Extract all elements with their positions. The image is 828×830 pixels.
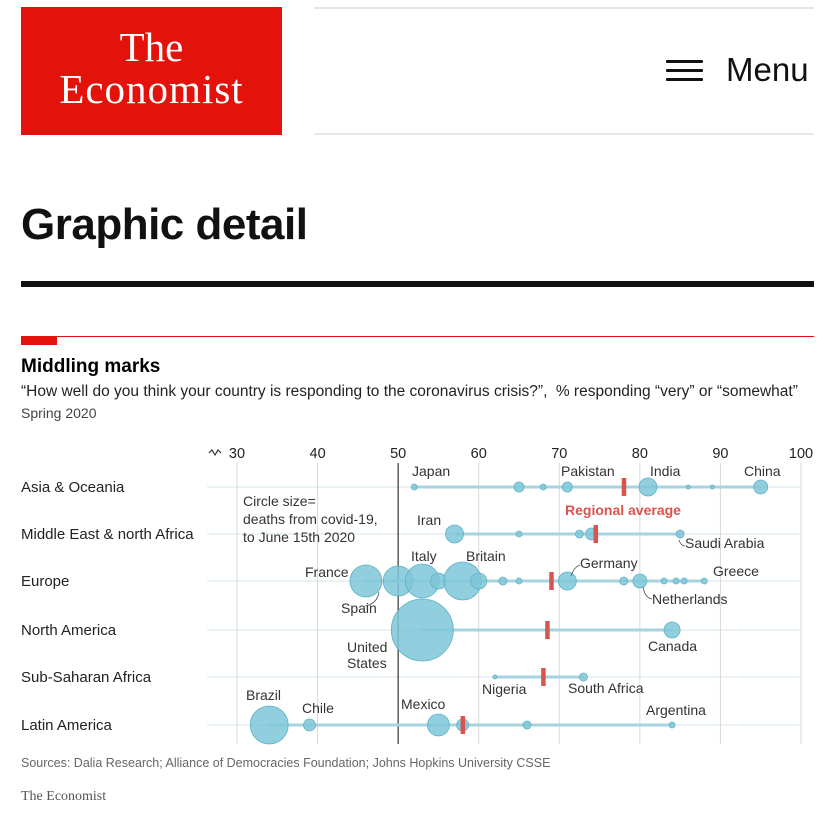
x-tick-label: 80 bbox=[631, 446, 648, 462]
chart-row-asia-oceania bbox=[21, 463, 781, 496]
point-label: Saudi Arabia bbox=[685, 535, 765, 551]
row-label: Middle East & north Africa bbox=[21, 526, 194, 543]
point-label: Iran bbox=[417, 512, 442, 528]
data-point bbox=[686, 485, 690, 489]
regional-average-label: Regional average bbox=[565, 502, 681, 518]
point-label: Germany bbox=[580, 555, 638, 571]
regional-average-marker bbox=[461, 716, 466, 734]
point-label: Netherlands bbox=[652, 591, 728, 607]
data-point bbox=[304, 719, 316, 731]
chart-subtitle-question: “How well do you think your country is responding to the coronavirus crisis?”, bbox=[21, 383, 548, 400]
economist-logo[interactable] bbox=[21, 7, 282, 135]
data-point bbox=[669, 722, 675, 728]
point-label: Pakistan bbox=[561, 463, 615, 479]
chart-svg bbox=[0, 336, 828, 830]
data-point bbox=[754, 480, 768, 494]
data-point bbox=[639, 478, 657, 496]
point-label: South Africa bbox=[568, 680, 644, 696]
data-point bbox=[701, 578, 707, 584]
point-label: Canada bbox=[648, 638, 698, 654]
data-point bbox=[350, 565, 382, 597]
axis-break-icon bbox=[209, 450, 221, 455]
x-tick-label: 90 bbox=[712, 446, 729, 462]
x-tick-label: 30 bbox=[228, 446, 246, 462]
point-label: Chile bbox=[302, 700, 334, 716]
regional-average-marker bbox=[594, 525, 599, 543]
data-point bbox=[562, 482, 572, 492]
data-point bbox=[499, 577, 507, 585]
data-point bbox=[676, 530, 684, 538]
data-point bbox=[664, 622, 680, 638]
data-point bbox=[516, 531, 522, 537]
section-divider bbox=[21, 281, 814, 287]
menu-button[interactable] bbox=[664, 50, 816, 90]
chart-period: Spring 2020 bbox=[21, 405, 97, 421]
label-leader bbox=[643, 587, 652, 599]
chart-row-europe bbox=[21, 548, 759, 616]
menu-label: Menu bbox=[726, 51, 809, 88]
x-tick-label: 100 bbox=[788, 446, 814, 462]
chart-title: Middling marks bbox=[21, 356, 161, 377]
logo-line-1: The bbox=[119, 24, 184, 70]
hamburger-icon bbox=[666, 60, 703, 82]
data-point bbox=[661, 578, 667, 584]
row-label: Sub-Saharan Africa bbox=[21, 669, 152, 686]
data-point bbox=[391, 599, 453, 661]
point-label: France bbox=[305, 564, 349, 580]
chart-brand-footer: The Economist bbox=[21, 789, 107, 804]
regional-average-marker bbox=[549, 572, 554, 590]
point-label: Italy bbox=[411, 548, 437, 564]
chart-figure bbox=[0, 336, 828, 830]
regional-average-marker bbox=[545, 621, 550, 639]
data-point bbox=[710, 485, 714, 489]
regional-average-marker bbox=[541, 668, 546, 686]
data-point bbox=[633, 574, 647, 588]
chart-row-sub-saharan-africa bbox=[21, 668, 644, 697]
point-label: Greece bbox=[713, 563, 759, 579]
point-label: China bbox=[744, 463, 781, 479]
data-point bbox=[620, 577, 628, 585]
row-label: North America bbox=[21, 622, 117, 639]
point-label: Mexico bbox=[401, 696, 446, 712]
page-title: Graphic detail bbox=[21, 200, 308, 249]
regional-average-marker bbox=[622, 478, 627, 496]
logo-line-2: Economist bbox=[59, 66, 244, 112]
chart-sources: Sources: Dalia Research; Alliance of Democracies Foundation; Johns Hopkins University CSSE bbox=[21, 756, 551, 770]
data-point bbox=[540, 484, 546, 490]
data-point bbox=[673, 578, 679, 584]
data-point bbox=[411, 484, 417, 490]
row-label: Latin America bbox=[21, 717, 112, 734]
point-label: Nigeria bbox=[482, 681, 527, 697]
header-bottom-rule bbox=[314, 133, 814, 135]
data-point bbox=[250, 706, 288, 744]
header-top-rule bbox=[314, 7, 814, 9]
data-point bbox=[446, 525, 464, 543]
data-point bbox=[681, 578, 687, 584]
row-label: Europe bbox=[21, 573, 70, 590]
data-point bbox=[493, 675, 497, 679]
chart-subtitle bbox=[21, 383, 798, 400]
data-point bbox=[523, 721, 531, 729]
point-label: United bbox=[347, 639, 388, 655]
point-label: Japan bbox=[412, 463, 451, 479]
point-label: India bbox=[650, 463, 681, 479]
size-note-line: Circle size= bbox=[243, 493, 316, 509]
x-tick-label: 70 bbox=[551, 446, 568, 462]
x-tick-label: 60 bbox=[470, 446, 487, 462]
size-note-line: deaths from covid-19, bbox=[243, 511, 378, 527]
data-point bbox=[514, 482, 524, 492]
point-label: Brazil bbox=[246, 687, 282, 703]
data-point bbox=[471, 573, 487, 589]
size-note-line: to June 15th 2020 bbox=[243, 529, 356, 545]
chart-red-tag bbox=[21, 336, 57, 345]
x-tick-label: 50 bbox=[390, 446, 407, 462]
row-label: Asia & Oceania bbox=[21, 479, 125, 496]
point-label: Spain bbox=[341, 600, 377, 616]
data-point bbox=[516, 578, 522, 584]
x-tick-label: 40 bbox=[309, 446, 326, 462]
point-label: Argentina bbox=[646, 702, 706, 718]
data-point bbox=[558, 572, 576, 590]
chart-subtitle-measure: % responding “very” or “somewhat” bbox=[555, 383, 798, 400]
data-point bbox=[575, 530, 583, 538]
point-label: Britain bbox=[466, 548, 506, 564]
data-point bbox=[427, 714, 449, 736]
point-label: States bbox=[347, 655, 387, 671]
